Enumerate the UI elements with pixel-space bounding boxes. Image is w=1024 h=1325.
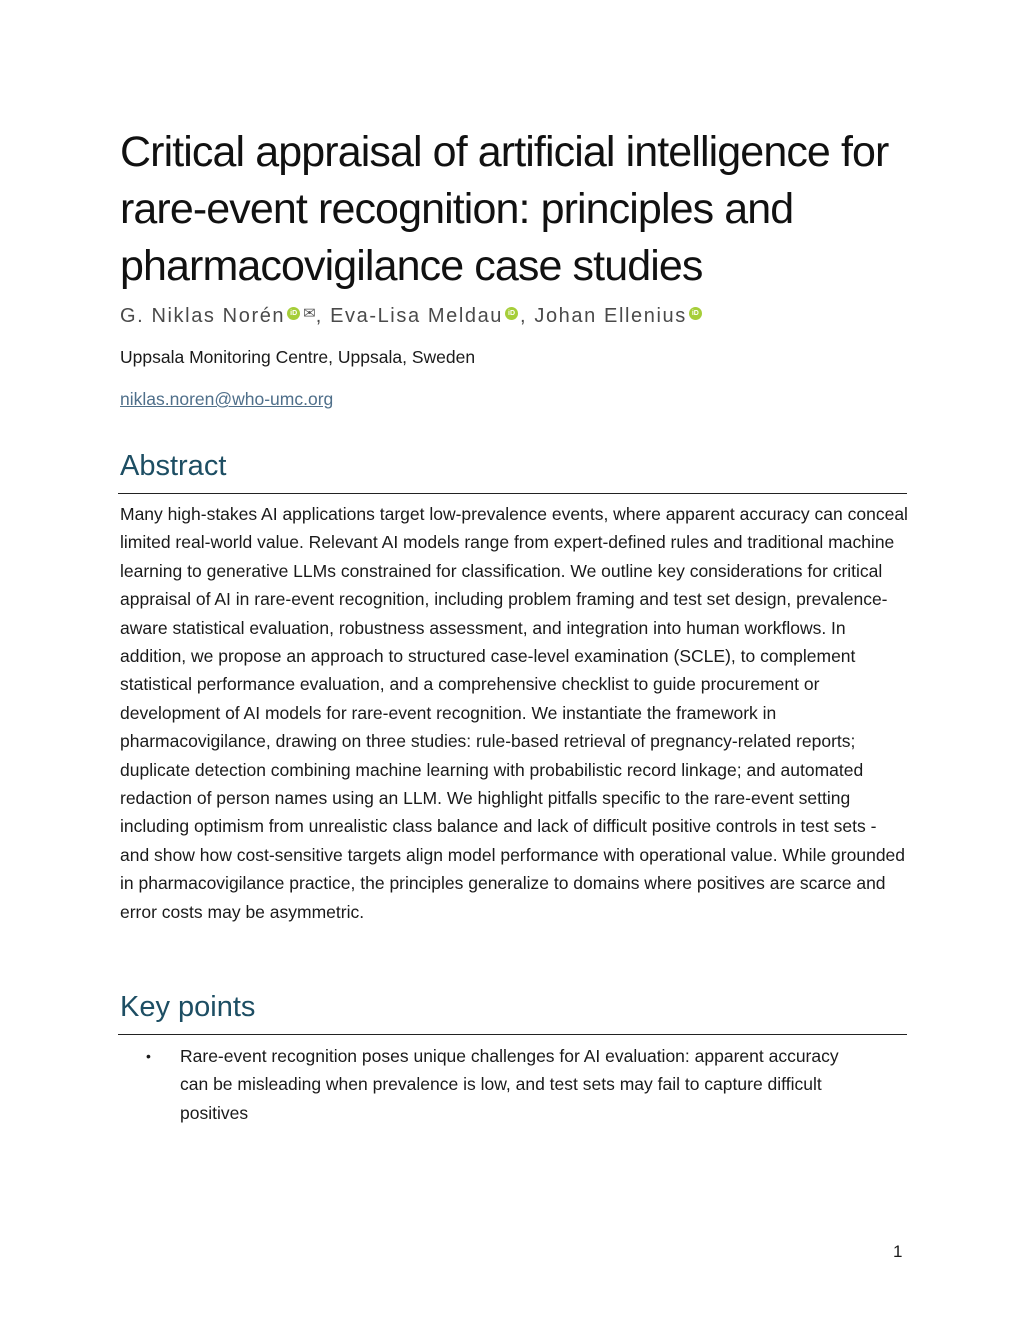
- paper-title: Critical appraisal of artificial intelligence for rare-event recognition: principles and pharmacovigilance case studies: [120, 128, 889, 290]
- orcid-icon[interactable]: iD: [287, 307, 300, 320]
- email-link[interactable]: niklas.noren@who-umc.org: [120, 389, 334, 409]
- orcid-icon[interactable]: iD: [505, 307, 518, 320]
- key-points-list: [120, 1042, 910, 1127]
- orcid-icon[interactable]: iD: [689, 307, 702, 320]
- abstract-heading: Abstract: [120, 450, 227, 482]
- affiliation: Uppsala Monitoring Centre, Uppsala, Sweden: [120, 347, 476, 367]
- author-list: [120, 300, 920, 330]
- key-point-text: Rare-event recognition poses unique challenges for AI evaluation: apparent accuracy can be misleading when prevalence is low, and test sets may fail to capture difficult positives: [180, 1046, 839, 1123]
- author-separator: ,: [315, 305, 331, 327]
- author-name: Eva-Lisa Meldau: [330, 305, 504, 327]
- section-divider: [118, 1034, 907, 1035]
- list-item: [120, 1042, 910, 1127]
- key-points-heading: Key points: [120, 991, 256, 1023]
- section-divider: [118, 493, 907, 494]
- author-separator: ,: [520, 305, 535, 327]
- author-name: Johan Ellenius: [534, 305, 687, 327]
- author-name: G. Niklas Norén: [120, 305, 286, 327]
- envelope-icon[interactable]: ✉: [303, 305, 316, 322]
- abstract-text: Many high-stakes AI applications target low-prevalence events, where apparent accuracy can conceal limited real-world value. Relevant AI models range from expert-defined rules and traditional machine learning to generative LLMs constrained for classification. We outline key considerations for critical appraisal of AI in rare-event recognition, including problem framing and test set design, prevalence-aware statistical evaluation, robustness assessment, and integration into human workflows. In addition, we propose an approach to structured case-level examination (SCLE), to complement statistical performance evaluation, and a comprehensive checklist to guide procurement or development of AI models for rare-event recognition. We instantiate the framework in pharmacovigilance, drawing on three studies: rule-based retrieval of pregnancy-related reports; duplicate detection combining machine learning with probabilistic record linkage; and automated redaction of person names using an LLM. We highlight pitfalls specific to the rare-event setting including optimism from unrealistic class balance and lack of difficult positive controls in test sets - and show how cost-sensitive targets align model performance with operational value. While grounded in pharmacovigilance practice, the principles generalize to domains where positives are scarce and error costs may be asymmetric.: [120, 504, 908, 922]
- bullet-icon: •: [146, 1048, 151, 1064]
- page-number: 1: [893, 1242, 903, 1261]
